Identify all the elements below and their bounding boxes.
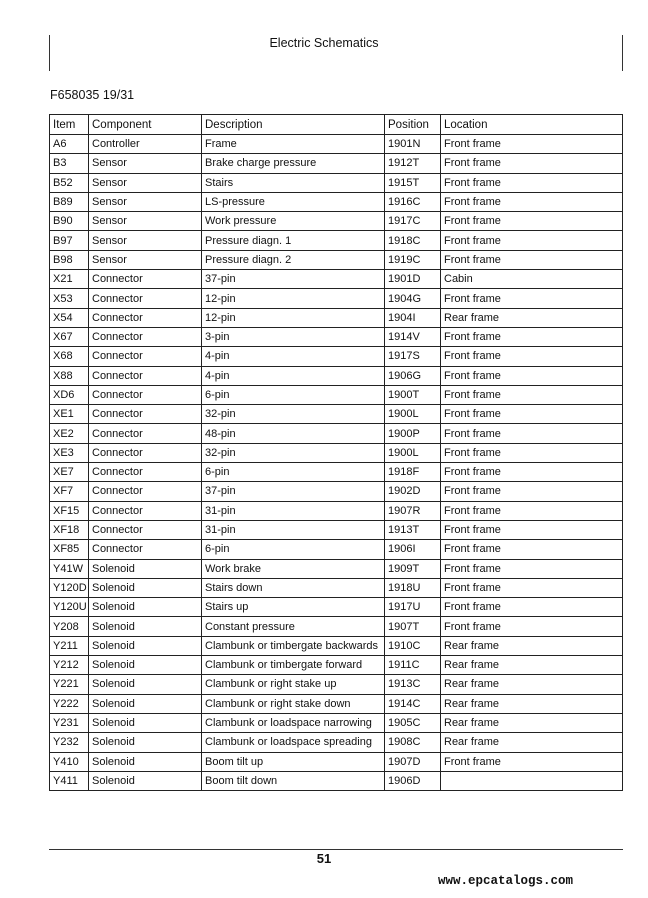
cell-component: Connector (89, 327, 202, 346)
cell-item: Y212 (50, 656, 89, 675)
cell-component: Solenoid (89, 578, 202, 597)
cell-location: Front frame (441, 405, 623, 424)
cell-location: Front frame (441, 540, 623, 559)
cell-component: Connector (89, 482, 202, 501)
cell-item: B98 (50, 250, 89, 269)
cell-description: Stairs up (202, 598, 385, 617)
cell-item: XF85 (50, 540, 89, 559)
cell-description: LS-pressure (202, 192, 385, 211)
table-row (50, 308, 623, 327)
cell-description: Work pressure (202, 212, 385, 231)
cell-position: 1917S (385, 347, 441, 366)
cell-position: 1908C (385, 733, 441, 752)
column-header-position: Position (385, 115, 441, 135)
cell-component: Connector (89, 463, 202, 482)
column-header-item: Item (50, 115, 89, 135)
cell-position: 1902D (385, 482, 441, 501)
cell-item: XE2 (50, 424, 89, 443)
cell-location: Front frame (441, 559, 623, 578)
cell-description: 4-pin (202, 366, 385, 385)
cell-component: Solenoid (89, 617, 202, 636)
cell-item: XF18 (50, 520, 89, 539)
cell-item: B3 (50, 154, 89, 173)
cell-description: 6-pin (202, 463, 385, 482)
cell-description: Work brake (202, 559, 385, 578)
cell-position: 1912T (385, 154, 441, 173)
cell-position: 1906D (385, 771, 441, 790)
cell-item: B52 (50, 173, 89, 192)
cell-position: 1918U (385, 578, 441, 597)
cell-position: 1900P (385, 424, 441, 443)
table-row (50, 578, 623, 597)
cell-item: XE1 (50, 405, 89, 424)
cell-component: Connector (89, 289, 202, 308)
table-row (50, 656, 623, 675)
table-row (50, 366, 623, 385)
cell-position: 1907R (385, 501, 441, 520)
table-row (50, 424, 623, 443)
table-row (50, 520, 623, 539)
cell-item: XD6 (50, 385, 89, 404)
cell-item: X21 (50, 270, 89, 289)
column-header-description: Description (202, 115, 385, 135)
table-row (50, 482, 623, 501)
cell-location (441, 771, 623, 790)
cell-component: Solenoid (89, 694, 202, 713)
cell-component: Connector (89, 443, 202, 462)
cell-component: Connector (89, 424, 202, 443)
table-row (50, 713, 623, 732)
cell-description: Clambunk or loadspace spreading (202, 733, 385, 752)
cell-location: Front frame (441, 154, 623, 173)
table-header-row (50, 115, 623, 135)
table-row (50, 192, 623, 211)
cell-item: XE3 (50, 443, 89, 462)
cell-component: Connector (89, 540, 202, 559)
cell-description: 48-pin (202, 424, 385, 443)
cell-component: Sensor (89, 231, 202, 250)
cell-item: B90 (50, 212, 89, 231)
cell-description: 4-pin (202, 347, 385, 366)
cell-description: Pressure diagn. 2 (202, 250, 385, 269)
cell-item: X88 (50, 366, 89, 385)
cell-description: Clambunk or right stake up (202, 675, 385, 694)
cell-location: Front frame (441, 289, 623, 308)
cell-location: Front frame (441, 385, 623, 404)
cell-item: Y221 (50, 675, 89, 694)
table-row (50, 675, 623, 694)
table-row (50, 540, 623, 559)
table-row (50, 250, 623, 269)
cell-item: Y41W (50, 559, 89, 578)
cell-location: Front frame (441, 192, 623, 211)
cell-item: Y232 (50, 733, 89, 752)
cell-location: Front frame (441, 482, 623, 501)
cell-location: Rear frame (441, 733, 623, 752)
cell-item: Y208 (50, 617, 89, 636)
cell-component: Connector (89, 366, 202, 385)
cell-location: Front frame (441, 327, 623, 346)
cell-description: 6-pin (202, 540, 385, 559)
cell-position: 1905C (385, 713, 441, 732)
cell-description: Stairs down (202, 578, 385, 597)
table-row (50, 173, 623, 192)
cell-item: Y410 (50, 752, 89, 771)
cell-item: A6 (50, 135, 89, 154)
cell-item: X53 (50, 289, 89, 308)
cell-location: Front frame (441, 501, 623, 520)
cell-position: 1909T (385, 559, 441, 578)
cell-position: 1918C (385, 231, 441, 250)
cell-component: Solenoid (89, 733, 202, 752)
cell-position: 1913C (385, 675, 441, 694)
cell-description: Clambunk or loadspace narrowing (202, 713, 385, 732)
cell-item: B89 (50, 192, 89, 211)
cell-description: Stairs (202, 173, 385, 192)
cell-location: Front frame (441, 135, 623, 154)
footer-rule (49, 849, 623, 850)
cell-component: Connector (89, 347, 202, 366)
cell-component: Sensor (89, 192, 202, 211)
cell-location: Front frame (441, 424, 623, 443)
cell-component: Connector (89, 501, 202, 520)
cell-location: Cabin (441, 270, 623, 289)
cell-location: Rear frame (441, 713, 623, 732)
cell-position: 1917C (385, 212, 441, 231)
cell-item: X68 (50, 347, 89, 366)
table-row (50, 598, 623, 617)
cell-description: 3-pin (202, 327, 385, 346)
cell-component: Connector (89, 405, 202, 424)
cell-description: Clambunk or timbergate backwards (202, 636, 385, 655)
cell-location: Front frame (441, 173, 623, 192)
cell-description: Frame (202, 135, 385, 154)
table-row (50, 463, 623, 482)
table-row (50, 327, 623, 346)
cell-description: 12-pin (202, 289, 385, 308)
cell-position: 1901D (385, 270, 441, 289)
table-row (50, 559, 623, 578)
cell-description: 32-pin (202, 443, 385, 462)
cell-position: 1900T (385, 385, 441, 404)
table-row (50, 694, 623, 713)
table-row (50, 154, 623, 173)
cell-item: Y222 (50, 694, 89, 713)
cell-description: Pressure diagn. 1 (202, 231, 385, 250)
cell-position: 1904I (385, 308, 441, 327)
cell-component: Solenoid (89, 771, 202, 790)
cell-position: 1914C (385, 694, 441, 713)
cell-description: 32-pin (202, 405, 385, 424)
page-header-title: Electric Schematics (269, 36, 379, 50)
table-row (50, 270, 623, 289)
cell-position: 1907T (385, 617, 441, 636)
cell-position: 1911C (385, 656, 441, 675)
cell-component: Solenoid (89, 559, 202, 578)
cell-item: XF7 (50, 482, 89, 501)
component-table (49, 114, 623, 791)
cell-location: Front frame (441, 347, 623, 366)
cell-position: 1906I (385, 540, 441, 559)
cell-item: Y120U (50, 598, 89, 617)
cell-item: X67 (50, 327, 89, 346)
cell-location: Front frame (441, 366, 623, 385)
cell-item: X54 (50, 308, 89, 327)
table-row (50, 231, 623, 250)
table-row (50, 636, 623, 655)
cell-location: Rear frame (441, 308, 623, 327)
cell-item: Y411 (50, 771, 89, 790)
cell-location: Front frame (441, 752, 623, 771)
table-row (50, 733, 623, 752)
cell-component: Solenoid (89, 656, 202, 675)
table-row (50, 347, 623, 366)
cell-location: Front frame (441, 598, 623, 617)
column-header-location: Location (441, 115, 623, 135)
cell-item: Y120D (50, 578, 89, 597)
cell-position: 1907D (385, 752, 441, 771)
cell-position: 1914V (385, 327, 441, 346)
table-row (50, 501, 623, 520)
cell-component: Solenoid (89, 636, 202, 655)
cell-component: Connector (89, 270, 202, 289)
cell-description: Constant pressure (202, 617, 385, 636)
table-row (50, 617, 623, 636)
cell-position: 1910C (385, 636, 441, 655)
cell-item: B97 (50, 231, 89, 250)
cell-component: Sensor (89, 250, 202, 269)
cell-description: 31-pin (202, 520, 385, 539)
cell-position: 1906G (385, 366, 441, 385)
cell-description: Boom tilt down (202, 771, 385, 790)
cell-location: Rear frame (441, 675, 623, 694)
table-row (50, 385, 623, 404)
cell-description: 12-pin (202, 308, 385, 327)
table-row (50, 771, 623, 790)
cell-component: Solenoid (89, 598, 202, 617)
cell-position: 1915T (385, 173, 441, 192)
cell-description: 31-pin (202, 501, 385, 520)
cell-location: Rear frame (441, 656, 623, 675)
table-row (50, 405, 623, 424)
document-id: F658035 19/31 (50, 88, 135, 102)
cell-position: 1901N (385, 135, 441, 154)
cell-location: Front frame (441, 212, 623, 231)
cell-location: Front frame (441, 617, 623, 636)
cell-description: 37-pin (202, 482, 385, 501)
cell-position: 1917U (385, 598, 441, 617)
cell-component: Solenoid (89, 752, 202, 771)
cell-description: Brake charge pressure (202, 154, 385, 173)
cell-location: Front frame (441, 250, 623, 269)
column-header-component: Component (89, 115, 202, 135)
table-row (50, 135, 623, 154)
table-row (50, 212, 623, 231)
table-row (50, 289, 623, 308)
cell-location: Front frame (441, 520, 623, 539)
table-row (50, 752, 623, 771)
cell-item: Y231 (50, 713, 89, 732)
cell-position: 1913T (385, 520, 441, 539)
table-body (50, 135, 623, 791)
table-row (50, 443, 623, 462)
cell-component: Sensor (89, 154, 202, 173)
page-number: 51 (316, 851, 332, 866)
cell-item: XF15 (50, 501, 89, 520)
cell-position: 1904G (385, 289, 441, 308)
cell-description: Clambunk or timbergate forward (202, 656, 385, 675)
cell-component: Solenoid (89, 675, 202, 694)
watermark-url: www.epcatalogs.com (438, 874, 574, 888)
cell-position: 1916C (385, 192, 441, 211)
cell-component: Connector (89, 385, 202, 404)
cell-location: Rear frame (441, 694, 623, 713)
cell-description: Boom tilt up (202, 752, 385, 771)
cell-item: XE7 (50, 463, 89, 482)
cell-position: 1918F (385, 463, 441, 482)
cell-description: Clambunk or right stake down (202, 694, 385, 713)
cell-component: Sensor (89, 173, 202, 192)
cell-position: 1900L (385, 405, 441, 424)
cell-location: Front frame (441, 443, 623, 462)
cell-component: Connector (89, 520, 202, 539)
cell-item: Y211 (50, 636, 89, 655)
cell-component: Connector (89, 308, 202, 327)
cell-location: Front frame (441, 578, 623, 597)
cell-description: 6-pin (202, 385, 385, 404)
cell-component: Solenoid (89, 713, 202, 732)
cell-component: Sensor (89, 212, 202, 231)
cell-position: 1919C (385, 250, 441, 269)
cell-position: 1900L (385, 443, 441, 462)
cell-component: Controller (89, 135, 202, 154)
cell-location: Front frame (441, 231, 623, 250)
cell-location: Front frame (441, 463, 623, 482)
cell-location: Rear frame (441, 636, 623, 655)
cell-description: 37-pin (202, 270, 385, 289)
